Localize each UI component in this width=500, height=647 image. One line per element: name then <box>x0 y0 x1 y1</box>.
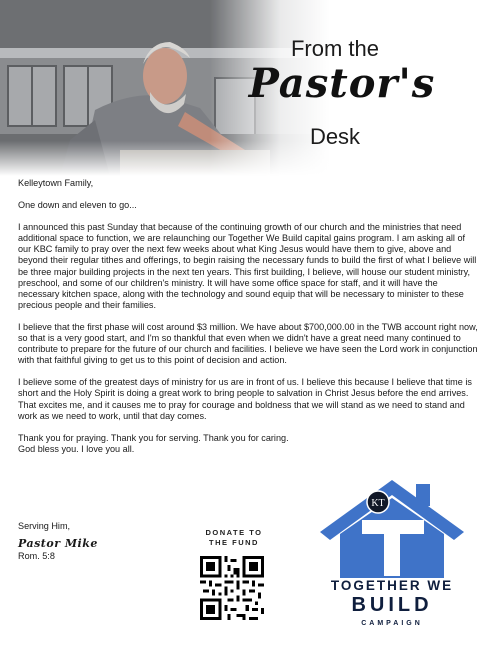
signature: Pastor Mike <box>18 537 98 551</box>
logo-monogram: KT <box>371 498 385 509</box>
letter-body <box>18 178 480 455</box>
letter-paragraph: I believe that the first phase will cost around $3 million. We have about $700,000.00 in the TWB account right now, so that is a very good start, and I'm so thankful that even when we didn't have a great need many continued to contribute to prepare for the future of our church and facilities. I believe we have seen the Lord work in conjunction with that faithful giving to get us to this point of decision and action. <box>18 321 478 366</box>
campaign-line-3: CAMPAIGN <box>361 620 423 627</box>
donate-label-line-1: DONATE TO <box>205 528 263 537</box>
campaign-line-1: TOGETHER WE <box>330 578 454 593</box>
letter-thanks <box>18 433 480 455</box>
letter-paragraph: I announced this past Sunday that because of the continuing growth of our church and the ministries that need additional space to function, we are relaunching our Together We Build capital gains program. I am asking all of our KBC family to pray over the next few weeks about what King Jesus would have them to give, above and beyond their regular tithes and offerings, to begin raising the necessary funds to build the first of what I believe will be three major building projects in the next ten years. This first building, I believe, will house our student ministry, preschool, and some of our children's ministry. It will have some office space for staff, and it will have the necessary kitchen space, along with the technology and sound equip that will be necessary to minister to these precious people and their families. <box>18 222 477 310</box>
title-pastors: Pastor's <box>248 60 436 107</box>
letter-paragraph: One down and eleven to go... <box>18 200 137 211</box>
valediction: Serving Him, <box>18 521 71 531</box>
title-desk: Desk <box>309 124 361 149</box>
together-we-build-logo <box>318 478 466 580</box>
campaign-line-2: BUILD <box>351 594 433 616</box>
thanks-line-2: God bless you. I love you all. <box>18 443 135 454</box>
title-from-the: From the <box>290 36 380 61</box>
verse-reference: Rom. 5:8 <box>18 551 55 562</box>
header-banner <box>0 0 500 176</box>
donate-label-line-2: THE FUND <box>209 538 259 547</box>
letter-greeting: Kelleytown Family, <box>18 178 94 188</box>
donate-label <box>196 528 272 548</box>
thanks-line-1: Thank you for praying. Thank you for serving. Thank you for caring. <box>18 432 289 443</box>
donation-qr-code[interactable] <box>200 556 264 620</box>
letter-closing <box>18 521 168 562</box>
letter-paragraph: I believe some of the greatest days of ministry for us are in front of us. I believe this because I believe that time is short and the Holy Spirit is doing a great work to bring people to salvation in Christ Jesus before the end arrives. That excites me, and it causes me to pray for courage and boldness that we will stand as we need to stand and work as we need to work, until that day comes. <box>18 377 472 421</box>
